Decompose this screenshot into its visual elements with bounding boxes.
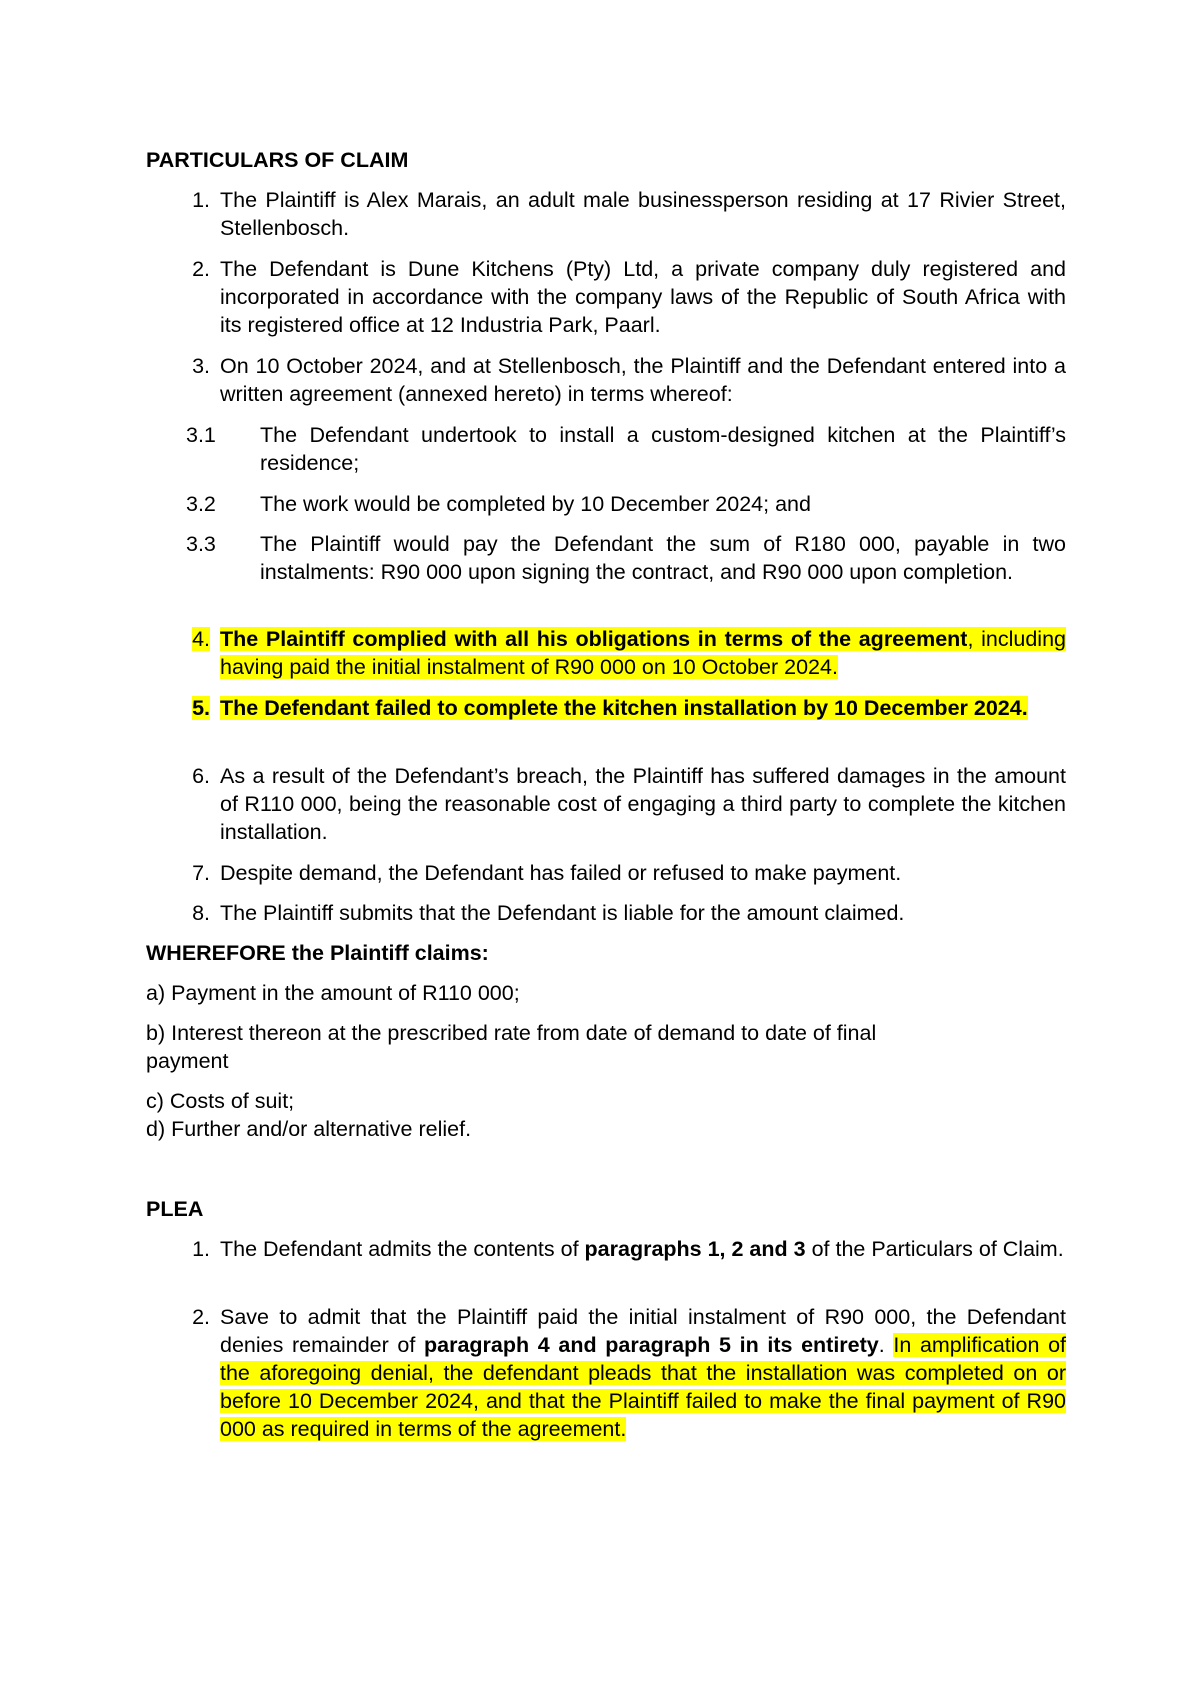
claim-paragraph-2: [168, 255, 1066, 339]
paragraph-number: 1.: [192, 188, 210, 212]
paragraph-text: As a result of the Defendant’s breach, the Plaintiff has suffered damages in the amount of R110 000, being the reasonable cost of engaging a third party to complete the kitchen installation.: [220, 764, 1066, 844]
subparagraph-text: The work would be completed by 10 December 2024; and: [260, 492, 811, 516]
paragraph-number: 6.: [192, 764, 210, 788]
highlighted-amplification-text: In amplification of the aforegoing denial, the defendant pleads that the installation was completed on or before 10 December 2024, and that the Plaintiff failed to make the final payment of R90 000 as required in terms of the agreement.: [220, 1333, 1067, 1441]
wherefore-heading: WHEREFORE the Plaintiff claims:: [146, 941, 489, 965]
subparagraph-text: The Defendant undertook to install a custom-designed kitchen at the Plaintiff’s residence;: [260, 423, 1066, 475]
paragraph-text-end: .: [878, 1333, 894, 1357]
paragraph-bold-text: paragraphs 1, 2 and 3: [584, 1237, 806, 1261]
paragraph-number: 4.: [192, 627, 210, 651]
paragraph-text-end: of the Particulars of Claim.: [805, 1237, 1064, 1261]
paragraph-bold-text: paragraph 4 and paragraph 5 in its entirety: [424, 1333, 879, 1357]
paragraph-number: 2.: [192, 1305, 210, 1329]
paragraph-number: 3.: [192, 354, 210, 378]
paragraph-text: Despite demand, the Defendant has failed or refused to make payment.: [220, 861, 902, 885]
prayer-a: a) Payment in the amount of R110 000;: [146, 981, 520, 1005]
paragraph-text: The Defendant is Dune Kitchens (Pty) Ltd, a private company duly registered and incorporated in accordance with the company laws of the Republic of South Africa with its registered office at 12 Industria Park, Paarl.: [220, 257, 1066, 337]
plea-paragraph-2: [168, 1303, 1066, 1443]
paragraph-text: The Defendant admits the contents of: [220, 1237, 585, 1261]
claim-subparagraph-3-1: [186, 421, 1066, 477]
particulars-title: PARTICULARS OF CLAIM: [146, 148, 409, 172]
claim-paragraph-5: [168, 694, 1066, 722]
claim-paragraph-8: [168, 899, 1066, 927]
paragraph-number: 1.: [192, 1237, 210, 1261]
subparagraph-number: 3.1: [186, 423, 216, 447]
claim-subparagraph-3-2: [186, 490, 1066, 518]
paragraph-text: The Plaintiff submits that the Defendant is liable for the amount claimed.: [220, 901, 905, 925]
paragraph-bold-text: The Plaintiff complied with all his obligations in terms of the agreement: [220, 627, 968, 651]
paragraph-text: , including having paid the initial instalment of R90 000 on 10 October 2024.: [220, 627, 1066, 679]
subparagraph-number: 3.2: [186, 492, 216, 516]
paragraph-text: Save to admit that the Plaintiff paid the initial instalment of R90 000, the Defendant denies remainder of: [220, 1305, 1066, 1357]
paragraph-number: 2.: [192, 257, 210, 281]
paragraph-text: On 10 October 2024, and at Stellenbosch, the Plaintiff and the Defendant entered into a written agreement (annexed hereto) in terms whereof:: [220, 354, 1066, 406]
claim-paragraph-4: [168, 625, 1066, 681]
claim-paragraph-1: [168, 186, 1066, 242]
claim-paragraph-7: [168, 859, 1066, 887]
plea-title: PLEA: [146, 1197, 204, 1221]
prayer-b-line-1: b) Interest thereon at the prescribed rate from date of demand to date of final: [146, 1021, 877, 1045]
claim-paragraph-6: [168, 762, 1066, 846]
plea-paragraph-1: [168, 1235, 1066, 1263]
subparagraph-number: 3.3: [186, 532, 216, 556]
claim-subparagraph-3-3: [186, 530, 1066, 586]
subparagraph-text: The Plaintiff would pay the Defendant the sum of R180 000, payable in two instalments: R90 000 upon signing the contract, and R90 000 upon completion.: [260, 532, 1066, 584]
paragraph-number: 8.: [192, 901, 210, 925]
prayer-d: d) Further and/or alternative relief.: [146, 1117, 472, 1141]
claim-paragraph-3: [168, 352, 1066, 408]
paragraph-text: The Defendant failed to complete the kitchen installation by 10 December 2024.: [220, 696, 1028, 720]
prayer-b-line-2: payment: [146, 1049, 229, 1073]
prayer-c: c) Costs of suit;: [146, 1089, 295, 1113]
paragraph-number: 5.: [192, 696, 210, 720]
paragraph-number: 7.: [192, 861, 210, 885]
paragraph-text: The Plaintiff is Alex Marais, an adult male businessperson residing at 17 Rivier Street, Stellenbosch.: [220, 188, 1066, 240]
